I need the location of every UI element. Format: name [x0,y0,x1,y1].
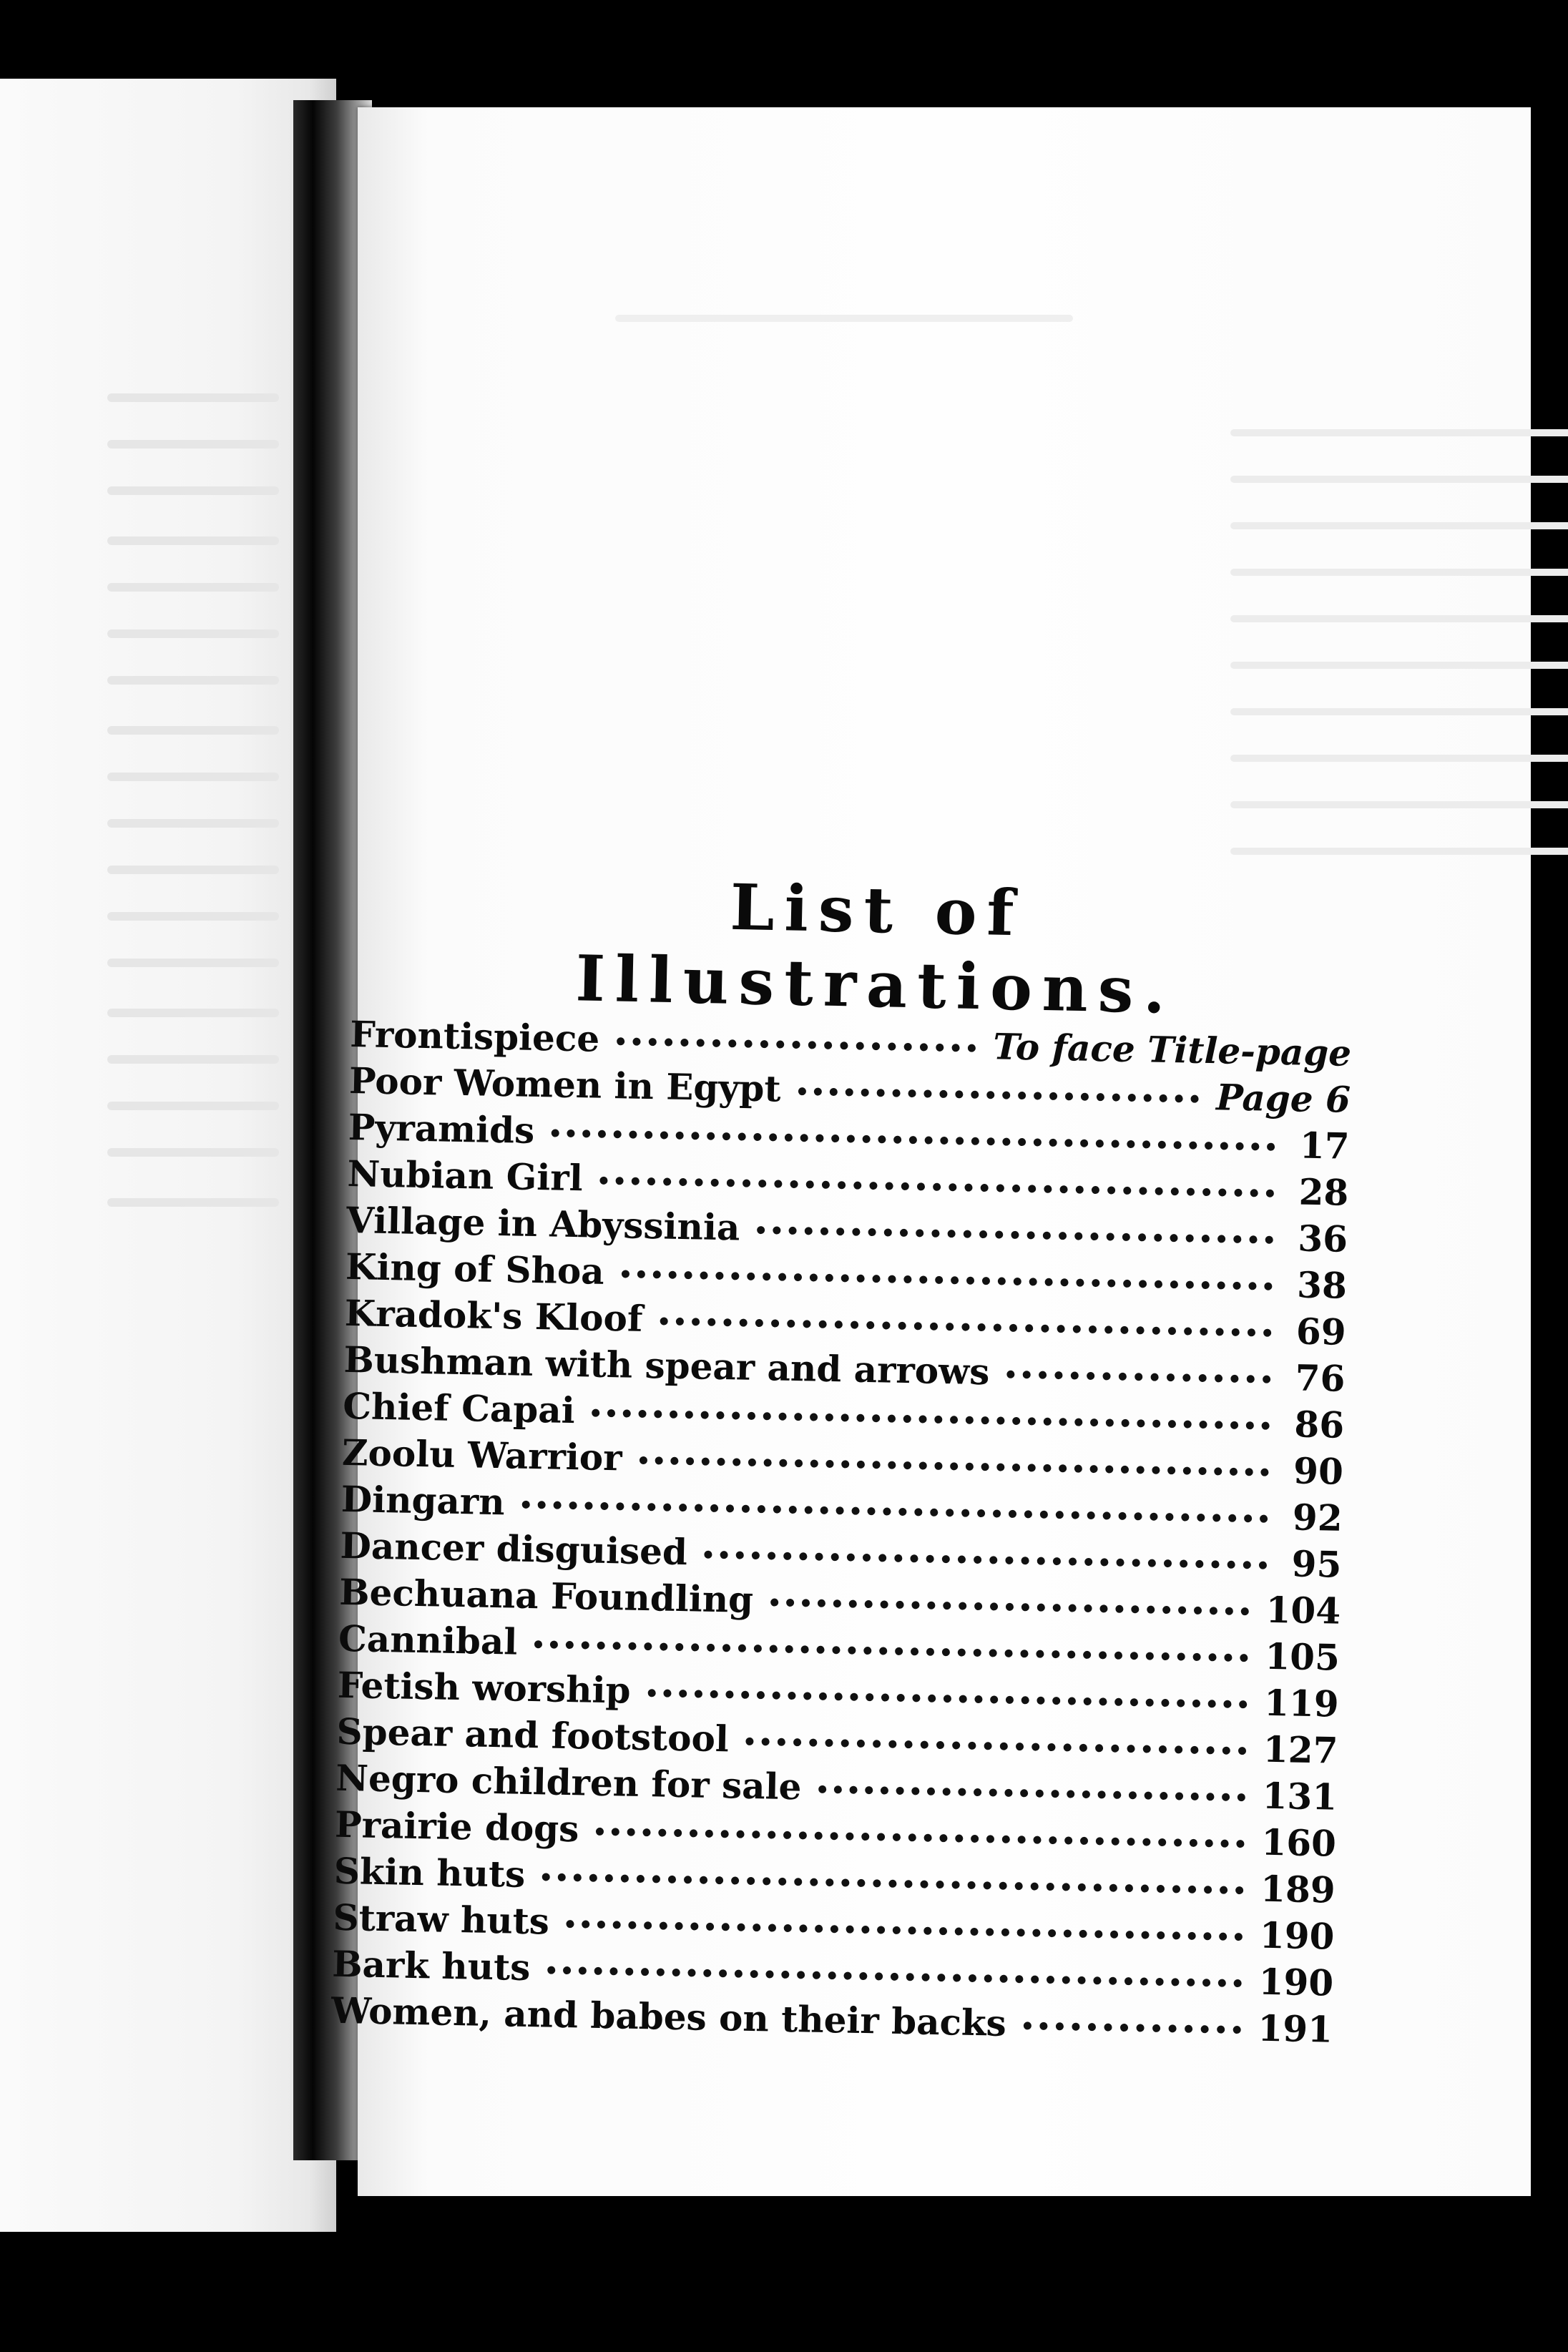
illustration-title: Pyramids [348,1105,535,1152]
dot-leader [639,1456,1269,1476]
show-through-text [107,676,279,685]
illustration-title: Bechuana Foundling [338,1570,754,1621]
illustration-title: Nubian Girl [347,1152,584,1200]
illustrations-list [331,1009,1352,2051]
show-through-text [107,912,279,921]
dot-leader [1006,1371,1270,1383]
left-facing-page [0,79,336,2232]
show-through-text [107,536,279,545]
illustration-title: Spear and footstool [336,1710,730,1760]
dot-leader [600,1177,1275,1197]
dot-leader [757,1226,1273,1244]
show-through-text [107,1009,279,1017]
illustration-title: Skin huts [333,1849,526,1896]
show-through-text [1230,615,1568,622]
show-through-text [107,959,279,967]
show-through-text [1230,569,1568,576]
dot-leader [660,1317,1271,1336]
illustration-title: Zoolu Warrior [341,1431,623,1479]
show-through-text [1230,429,1568,436]
page-number: 95 [1291,1542,1342,1586]
page-number: 105 [1264,1635,1341,1679]
illustration-title: Negro children for sale [335,1756,803,1808]
show-through-text [107,726,279,735]
dot-leader [596,1828,1244,1848]
illustration-title: Fetish worship [337,1663,632,1712]
show-through-text [1230,708,1568,715]
dot-leader [521,1501,1268,1523]
dot-leader [592,1409,1270,1430]
page-number: 190 [1258,1960,1334,2004]
dot-leader [798,1087,1199,1103]
show-through-text [107,629,279,638]
page-number: 76 [1295,1356,1346,1400]
page-number: 119 [1263,1681,1340,1725]
dot-leader [770,1598,1249,1615]
illustration-title: Cannibal [338,1617,518,1663]
illustration-title: Village in Abyssinia [346,1198,740,1249]
page-number: 189 [1260,1867,1336,1911]
illustration-title: Prairie dogs [334,1803,579,1851]
show-through-text [107,440,279,449]
dot-leader [746,1738,1246,1755]
page-number: 38 [1296,1263,1348,1307]
dot-leader [818,1785,1245,1801]
dot-leader [552,1129,1275,1150]
illustration-title: Dingarn [340,1477,506,1524]
page-number: 160 [1260,1821,1337,1865]
show-through-text [107,583,279,592]
show-through-text [1230,476,1568,483]
illustration-title: Straw huts [333,1896,550,1943]
show-through-text [107,486,279,495]
illustration-title: Bark huts [331,1942,531,1989]
dot-leader [617,1037,976,1052]
show-through-text [1230,522,1568,529]
page-number: 190 [1259,1914,1335,1958]
illustration-title: King of Shoa [345,1245,605,1293]
dot-leader [534,1640,1248,1662]
show-through-text [1230,848,1568,855]
illustration-title: Women, and babes on their backs [330,1989,1007,2044]
dot-leader [567,1920,1243,1941]
page-number: 92 [1292,1496,1343,1539]
show-through-text [107,393,279,402]
page-number: 127 [1263,1728,1338,1772]
show-through-text [107,819,279,828]
show-through-text [1230,662,1568,669]
page-number: To face Title-page [992,1025,1352,1074]
dot-leader [647,1689,1247,1708]
page-number: 36 [1297,1217,1348,1260]
page-number: 28 [1298,1170,1349,1214]
show-through-text [1230,801,1568,808]
dot-leader [705,1551,1268,1569]
page-number: 104 [1265,1588,1341,1632]
dot-leader [622,1270,1273,1290]
illustration-title: Chief Capai [342,1384,576,1432]
illustration-title: Frontispiece [349,1012,600,1060]
show-through-text [107,866,279,874]
page-number: 17 [1299,1124,1351,1167]
illustration-title: Kradok's Kloof [344,1291,644,1340]
illustration-title: Bushman with spear and arrows [343,1338,990,1393]
page-number: 191 [1257,2006,1333,2051]
show-through-text [107,1055,279,1064]
show-through-text [107,1148,279,1157]
dot-leader [547,1966,1242,1988]
page-number: Page 6 [1215,1076,1351,1121]
dot-leader [1024,2022,1241,2034]
page-title: List of Illustrations. [574,869,1177,1028]
dot-leader [542,1873,1243,1894]
show-through-text [1230,755,1568,762]
show-through-text [107,1102,279,1110]
illustration-title: Dancer disguised [340,1524,688,1574]
page-number: 69 [1295,1310,1347,1353]
show-through-text [107,1198,279,1207]
show-through-running-head [615,315,1073,322]
page-number: 86 [1293,1403,1345,1446]
page-number: 131 [1262,1774,1338,1818]
illustration-title: Poor Women in Egypt [348,1059,782,1110]
show-through-text [107,773,279,781]
page-number: 90 [1293,1449,1344,1493]
